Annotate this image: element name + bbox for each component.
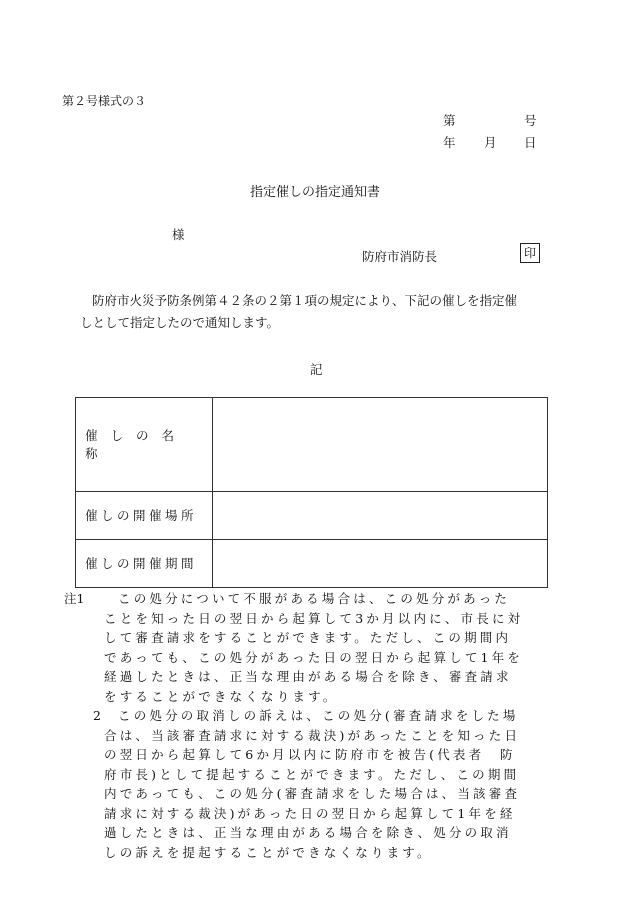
table-row bbox=[76, 491, 548, 539]
event-place-value bbox=[213, 491, 548, 539]
note-line: この処分の取消しの訴えは、この処分(審査請求をした場 bbox=[118, 708, 519, 723]
date-month-label: 月 bbox=[484, 135, 497, 150]
body-line: しとして指定したので通知します。 bbox=[80, 315, 280, 330]
document-number-prefix: 第 bbox=[443, 113, 456, 128]
event-detail-table bbox=[75, 397, 548, 588]
note-line: この処分について不服がある場合は、この処分があった bbox=[118, 591, 511, 606]
note-line: ことを知った日の翌日から起算して3か月以内に、市長に対 bbox=[104, 610, 524, 626]
event-period-label: 催しの開催期間 bbox=[85, 556, 198, 572]
addressee-honorific: 様 bbox=[172, 227, 185, 242]
ki-heading: 記 bbox=[310, 362, 323, 377]
event-place-label-cell bbox=[76, 491, 213, 539]
note-line: 経過したときは、正当な理由がある場合を除き、審査請求 bbox=[104, 669, 512, 684]
table-row bbox=[76, 539, 548, 587]
note-1 bbox=[64, 589, 564, 706]
notes-section bbox=[64, 589, 564, 862]
event-period-label-cell bbox=[76, 539, 213, 587]
event-name-value bbox=[213, 398, 548, 492]
note-line: 府市長)として提起することができます。ただし、この期間 bbox=[104, 766, 520, 782]
note-line: をすることができなくなります。 bbox=[104, 688, 339, 704]
note-number: 注1 bbox=[64, 591, 85, 606]
note-line: 請求に対する裁決)があった日の翌日から起算して1年を経 bbox=[104, 805, 516, 821]
body-paragraph bbox=[80, 290, 560, 334]
document-title: 指定催しの指定通知書 bbox=[250, 185, 381, 200]
note-line: であっても、この処分があった日の翌日から起算して1年を bbox=[104, 649, 524, 665]
table-row bbox=[76, 398, 548, 492]
note-line: 合は、当該審査請求に対する裁決)があったことを知った日 bbox=[104, 727, 521, 743]
note-line: 内であっても、この処分(審査請求をした場合は、当該審査 bbox=[104, 786, 521, 801]
document-number-suffix: 号 bbox=[524, 113, 537, 128]
date-year-label: 年 bbox=[443, 135, 456, 150]
note-line: の翌日から起算して6か月以内に防府市を被告(代表者 防 bbox=[104, 747, 516, 762]
note-line: しの訴えを提起することができなくなります。 bbox=[104, 844, 433, 860]
date-day-label: 日 bbox=[524, 135, 537, 150]
form-number: 第２号様式の３ bbox=[62, 94, 147, 108]
note-line: して審査請求をすることができます。ただし、この期間内 bbox=[104, 630, 512, 645]
event-place-label: 催しの開催場所 bbox=[85, 508, 198, 524]
note-number: 2 bbox=[93, 708, 101, 723]
event-name-label-cell bbox=[76, 398, 213, 492]
event-period-value bbox=[213, 539, 548, 587]
note-2 bbox=[64, 706, 564, 862]
issuer-name: 防府市消防長 bbox=[362, 249, 438, 264]
seal-stamp: 印 bbox=[520, 243, 540, 263]
body-line: 防府市火災予防条例第４２条の２第１項の規定により、下記の催しを指定催 bbox=[92, 293, 518, 308]
event-name-label: 催しの名称 bbox=[85, 428, 188, 462]
note-line: 過したときは、正当な理由がある場合を除き、処分の取消 bbox=[104, 825, 512, 840]
